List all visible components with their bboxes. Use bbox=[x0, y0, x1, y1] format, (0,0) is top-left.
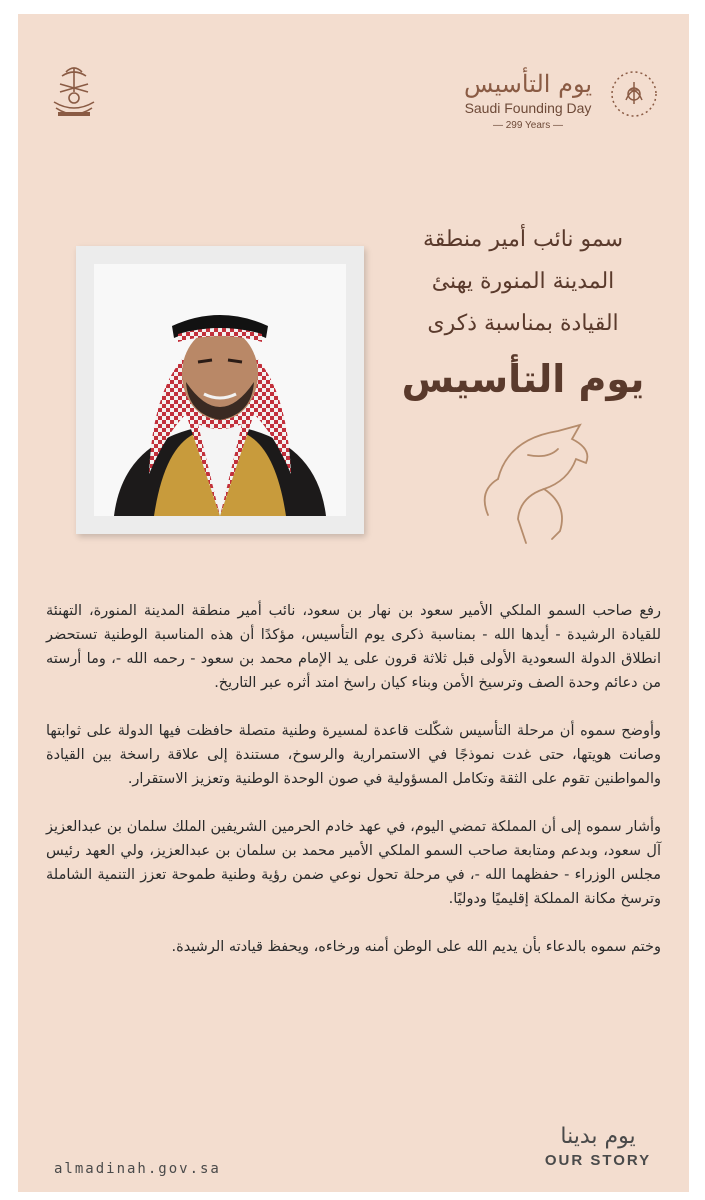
paragraph-2: وأوضح سموه أن مرحلة التأسيس شكّلت قاعدة لمسيرة وطنية متصلة حافظت فيها الدولة على ثوابتها وصانت هويتها، حتى غدت نموذجًا في الاستمرارية والرسوخ، مستندة إلى علاقة راسخة بين القيادة والمواطنين تقوم على الثقة وتكامل المسؤولية في صون الوحدة الوطنية وتعزيز الاستقرار. bbox=[46, 723, 661, 787]
founding-day-ar: يوم التأسيس bbox=[463, 70, 593, 98]
founding-years: — 299 Years — bbox=[492, 120, 564, 131]
madinah-emblem-icon bbox=[44, 62, 104, 124]
headline-line-3: القيادة بمناسبة ذكرى bbox=[427, 311, 619, 336]
paragraph-3: وأشار سموه إلى أن المملكة تمضي اليوم، في عهد خادم الحرمين الشريفين الملك سلمان بن عبدالعزيز آل سعود، وبدعم ومتابعة صاحب السمو الملكي الأمير محمد بن سلمان بن عبدالعزيز، ولي العهد رئيس مجلس الوزراء - حفظهما الله -، في مرحلة تحول نوعي ضمن رؤية وطنية طموحة تعزز التنمية الشاملة وترسخ مكانة المملكة إقليميًا ودوليًا. bbox=[46, 819, 661, 907]
portrait-photo bbox=[94, 264, 346, 516]
headline-line-1: سمو نائب أمير منطقة bbox=[422, 227, 624, 252]
our-story-logo bbox=[538, 1122, 658, 1169]
founding-day-logo bbox=[458, 60, 663, 150]
paragraph-4: وختم سموه بالدعاء بأن يديم الله على الوطن أمنه ورخاءه، ويحفظ قيادته الرشيدة. bbox=[171, 939, 661, 955]
horse-icon bbox=[468, 419, 608, 549]
portrait-frame bbox=[76, 246, 364, 534]
founding-day-mark-icon bbox=[608, 68, 660, 120]
headline-line-2: المدينة المنورة يهنئ bbox=[431, 269, 615, 294]
paragraph-1: رفع صاحب السمو الملكي الأمير سعود بن نهار بن سعود، نائب أمير منطقة المدينة المنورة، التهنئة للقيادة الرشيدة - أيدها الله - بمناسبة ذكرى يوم التأسيس، مؤكدًا أن هذه المناسبة الوطنية تستحضر انطلاق الدولة السعودية الأولى قبل ثلاثة قرون على يد الإمام محمد بن سعود - رحمه الله -، وما أرسته من دعائم وحدة الصف وترسيخ الأمن وبناء كيان راسخ امتد أثره عبر التاريخ. bbox=[46, 603, 661, 691]
founding-day-en: Saudi Founding Day bbox=[464, 100, 592, 116]
article-body bbox=[46, 599, 661, 983]
portrait-illustration bbox=[94, 264, 346, 516]
story-en: OUR STORY bbox=[544, 1152, 652, 1169]
story-ar: يوم بدينا bbox=[560, 1124, 636, 1149]
headline bbox=[388, 219, 658, 413]
website-url[interactable]: almadinah.gov.sa bbox=[54, 1161, 221, 1177]
announcement-card bbox=[18, 14, 689, 1192]
headline-founding-day: يوم التأسيس bbox=[401, 357, 645, 401]
